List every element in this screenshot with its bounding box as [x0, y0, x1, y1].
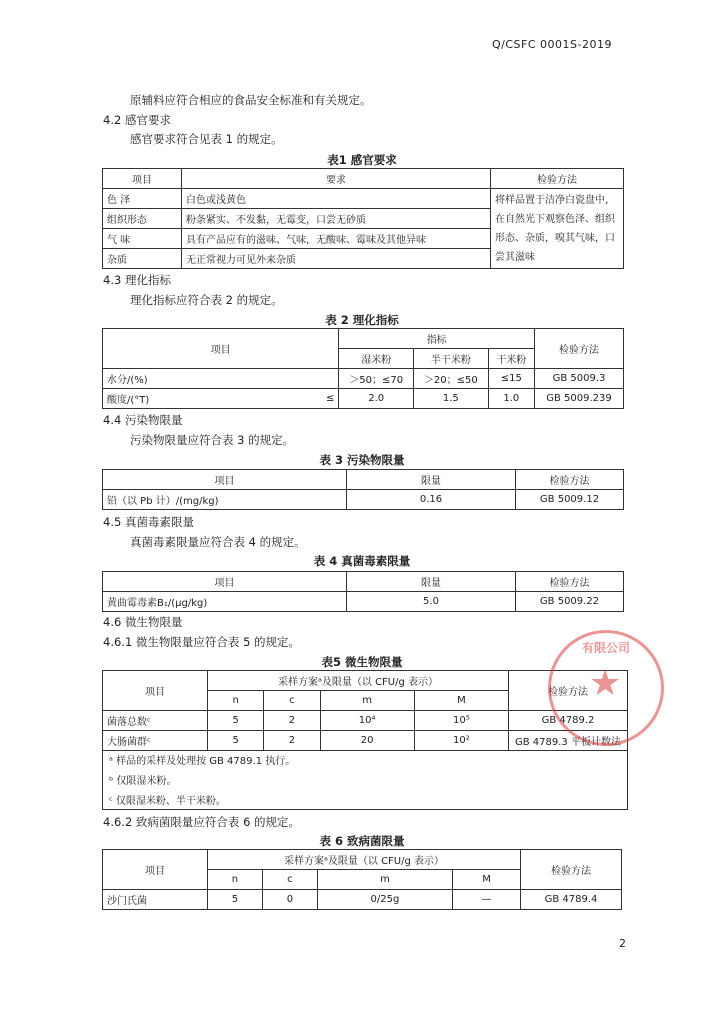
table4-caption: 表 4 真菌毒素限量 [313, 554, 411, 568]
table-cell: GB 4789.3 平板计数法 [509, 731, 628, 751]
table-cell: 0 [262, 890, 317, 910]
table-cell: 色 泽 [103, 189, 182, 209]
th-item: 项目 [103, 470, 347, 490]
section-text-4-6-1: 4.6.1 微生物限量应符合表 5 的规定。 [103, 635, 301, 649]
section-text-4-2: 感官要求符合见表 1 的规定。 [130, 132, 283, 146]
table-mycotoxin [102, 571, 624, 612]
page-number: 2 [619, 937, 626, 950]
star-icon: ★ [589, 663, 622, 704]
table-cell: 0/25g [317, 890, 452, 910]
th-sub: n [208, 691, 264, 711]
th-method: 检验方法 [516, 470, 624, 490]
table-pathogen [102, 849, 622, 910]
table-physchem [102, 328, 624, 409]
th-sub: n [208, 870, 263, 890]
th-limit: 限量 [347, 470, 516, 490]
table-contaminants [102, 469, 624, 510]
table-cell: 10⁵ [414, 711, 508, 731]
th-method: 检验方法 [509, 671, 628, 711]
table-cell: 10⁴ [320, 711, 414, 731]
company-seal [548, 630, 664, 746]
table-cell: GB 5009.12 [516, 490, 624, 510]
th-method: 检验方法 [535, 329, 624, 369]
table-cell: GB 4789.2 [509, 711, 628, 731]
table-cell: GB 5009.3 [535, 369, 624, 389]
table-cell: 沙门氏菌 [103, 890, 208, 910]
th-sub: M [414, 691, 508, 711]
th-sub: c [264, 691, 320, 711]
section-heading-4-6: 4.6 微生物限量 [103, 615, 183, 629]
section-heading-4-2: 4.2 感官要求 [103, 113, 171, 127]
table-cell: 2 [264, 711, 320, 731]
th-sub: 干米粉 [488, 349, 534, 369]
footnote: ᶜ 仅限湿米粉、半干米粉。 [109, 796, 226, 807]
table-cell: 大肠菌群ᶜ [103, 731, 208, 751]
footnote: ᵇ 仅限湿米粉。 [109, 776, 177, 787]
section-text-4-4: 污染物限量应符合表 3 的规定。 [130, 433, 295, 447]
table2-caption: 表 2 理化指标 [325, 313, 399, 327]
section-text-4-3: 理化指标应符合表 2 的规定。 [130, 293, 283, 307]
table-cell: 5 [208, 890, 263, 910]
section-heading-4-3: 4.3 理化指标 [103, 273, 171, 287]
table-cell: 0.16 [347, 490, 516, 510]
table-cell: 20 [320, 731, 414, 751]
table-cell: 黄曲霉毒素B₁/(μg/kg) [103, 592, 347, 612]
table-cell: 水分/(%) [103, 369, 280, 389]
section-heading-4-4: 4.4 污染物限量 [103, 413, 183, 427]
table-cell [280, 369, 339, 389]
table6-caption: 表 6 致病菌限量 [319, 834, 405, 848]
table-cell: GB 5009.239 [535, 389, 624, 409]
table-cell: GB 4789.4 [521, 890, 622, 910]
th-sub: c [262, 870, 317, 890]
th-sub: 半干米粉 [414, 349, 489, 369]
th-sub: m [317, 870, 452, 890]
table-cell: 1.0 [488, 389, 534, 409]
table-cell: 组织形态 [103, 209, 182, 229]
table-cell: 2.0 [339, 389, 414, 409]
intro-line: 原辅料应符合相应的食品安全标准和有关规定。 [130, 93, 372, 107]
table-cell: ≤ [280, 389, 339, 409]
table-cell: 2 [264, 731, 320, 751]
seal-text: 有限公司 [581, 641, 630, 655]
table-cell: 白色或浅黄色 [182, 189, 491, 209]
footnote: ᵃ 样品的采样及处理按 GB 4789.1 执行。 [109, 756, 296, 767]
table-cell: 10² [414, 731, 508, 751]
th-item: 项目 [103, 169, 182, 189]
table-cell: 具有产品应有的滋味、气味，无酸味、霉味及其他异味 [182, 229, 491, 249]
section-text-4-6-2: 4.6.2 致病菌限量应符合表 6 的规定。 [103, 815, 301, 829]
table3-caption: 表 3 污染物限量 [319, 453, 405, 467]
table5-caption: 表5 微生物限量 [321, 655, 403, 669]
table-cell: 菌落总数ᶜ [103, 711, 208, 731]
table-cell: 杂质 [103, 249, 182, 269]
table1-caption: 表1 感官要求 [327, 153, 397, 167]
table-cell: ＞20；≤50 [414, 369, 489, 389]
table-cell: — [453, 890, 521, 910]
table-cell: 粉条紧实、不发黏，无霉变，口尝无砂质 [182, 209, 491, 229]
table-sensory [102, 168, 624, 269]
th-item: 项目 [103, 850, 208, 890]
th-plan: 采样方案ᵃ及限量（以 CFU/g 表示） [208, 671, 509, 691]
th-req: 要求 [182, 169, 491, 189]
th-item: 项目 [103, 572, 347, 592]
th-index: 指标 [339, 329, 535, 349]
section-text-4-5: 真菌毒素限量应符合表 4 的规定。 [130, 535, 306, 549]
th-sub: 湿米粉 [339, 349, 414, 369]
section-heading-4-5: 4.5 真菌毒素限量 [103, 515, 194, 529]
table-cell: 酸度/(°T) [103, 389, 280, 409]
table-cell: 气 味 [103, 229, 182, 249]
th-method: 检验方法 [491, 169, 624, 189]
table-cell: ≤15 [488, 369, 534, 389]
th-limit: 限量 [347, 572, 516, 592]
th-method: 检验方法 [521, 850, 622, 890]
doc-code: Q/CSFC 0001S-2019 [492, 38, 612, 51]
th-plan: 采样方案ᵃ及限量（以 CFU/g 表示） [208, 850, 521, 870]
table-cell: 5.0 [347, 592, 516, 612]
table-cell: ＞50；≤70 [339, 369, 414, 389]
th-method: 检验方法 [516, 572, 624, 592]
th-sub: m [320, 691, 414, 711]
th-sub: M [453, 870, 521, 890]
method-cell: 将样品置于洁净白瓷盘中，在自然光下观察色泽、组织形态、杂质，嗅其气味，口尝其滋味 [491, 189, 624, 269]
table-cell: 1.5 [414, 389, 489, 409]
table5-notes [102, 749, 628, 810]
table-cell: 无正常视力可见外来杂质 [182, 249, 491, 269]
table-cell: GB 5009.22 [516, 592, 624, 612]
th-item: 项目 [103, 329, 339, 369]
table-cell: 铅（以 Pb 计）/(mg/kg) [103, 490, 347, 510]
table-cell: 5 [208, 711, 264, 731]
th-item: 项目 [103, 671, 208, 711]
table-cell: 5 [208, 731, 264, 751]
